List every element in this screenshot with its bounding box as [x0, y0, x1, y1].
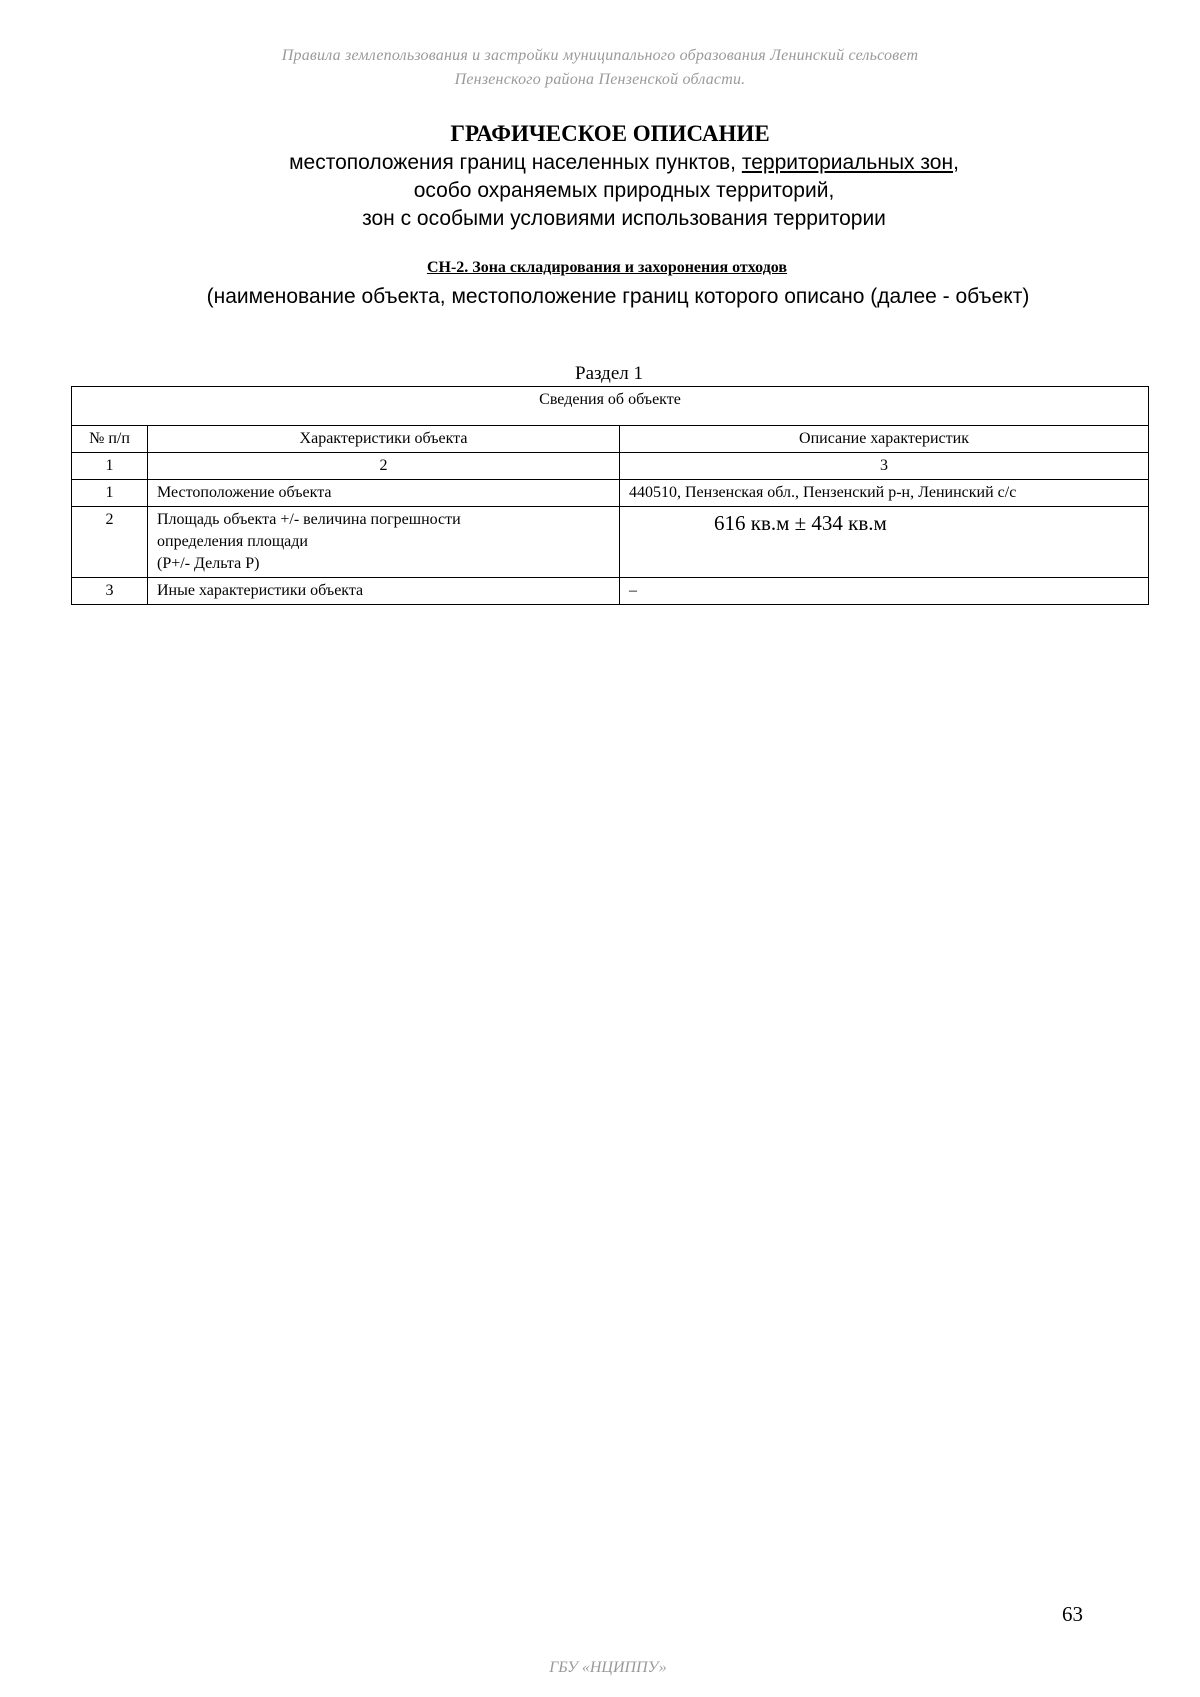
object-name: СН-2. Зона складирования и захоронения отходов [426, 259, 788, 276]
header-number: № п/п [72, 426, 148, 453]
header-characteristic: Характеристики объекта [148, 426, 620, 453]
subtitle-line3: зон с особыми условиями использования территории [362, 207, 886, 230]
column-number-3: 3 [620, 453, 1149, 480]
table-caption: Сведения об объекте [72, 387, 1149, 426]
row-number: 2 [72, 507, 148, 578]
row-description: – [620, 578, 1149, 605]
page-number: 63 [1062, 1602, 1083, 1626]
document-title: ГРАФИЧЕСКОЕ ОПИСАНИЕ [450, 121, 770, 146]
column-number-1: 1 [72, 453, 148, 480]
table-row [72, 507, 1149, 578]
table-numbering-row [72, 453, 1149, 480]
running-header [0, 44, 1200, 92]
table-row [72, 578, 1149, 605]
subtitle-line1-end: , [953, 151, 959, 174]
header-description: Описание характеристик [620, 426, 1149, 453]
object-info-table [71, 386, 1149, 605]
subtitle-line2: особо охраняемых природных территорий, [413, 179, 835, 202]
subtitle-line1 [0, 150, 1200, 176]
row-number: 1 [72, 480, 148, 507]
row-description: 440510, Пензенская обл., Пензенский р-н, Ленинский с/с [620, 480, 1149, 507]
row-characteristic [148, 507, 620, 578]
row-characteristic: Местоположение объекта [148, 480, 620, 507]
subtitle-line1-start: местоположения границ населенных пунктов, [289, 151, 742, 174]
row-number: 3 [72, 578, 148, 605]
running-header-line2: Пензенского района Пензенской области. [454, 71, 746, 88]
running-header-line1: Правила землепользования и застройки муниципального образования Ленинский сельсовет [281, 47, 919, 64]
table-header-row [72, 426, 1149, 453]
row-characteristic: Иные характеристики объекта [148, 578, 620, 605]
characteristic-line: (P+/- Дельта P) [157, 555, 260, 572]
object-caption: (наименование объекта, местоположение границ которого описано (далее - объект) [206, 285, 1030, 308]
row-description [620, 507, 1149, 578]
area-value: 616 кв.м ± 434 кв.м [714, 511, 887, 535]
column-number-2: 2 [148, 453, 620, 480]
table-row [72, 480, 1149, 507]
characteristic-line: определения площади [157, 533, 308, 550]
running-footer: ГБУ «НЦИППУ» [549, 1659, 667, 1676]
section-label: Раздел 1 [575, 363, 643, 384]
subtitle-line1-underlined: территориальных зон [741, 151, 954, 174]
table-caption-row [72, 387, 1149, 426]
characteristic-line: Площадь объекта +/- величина погрешности [157, 511, 461, 528]
